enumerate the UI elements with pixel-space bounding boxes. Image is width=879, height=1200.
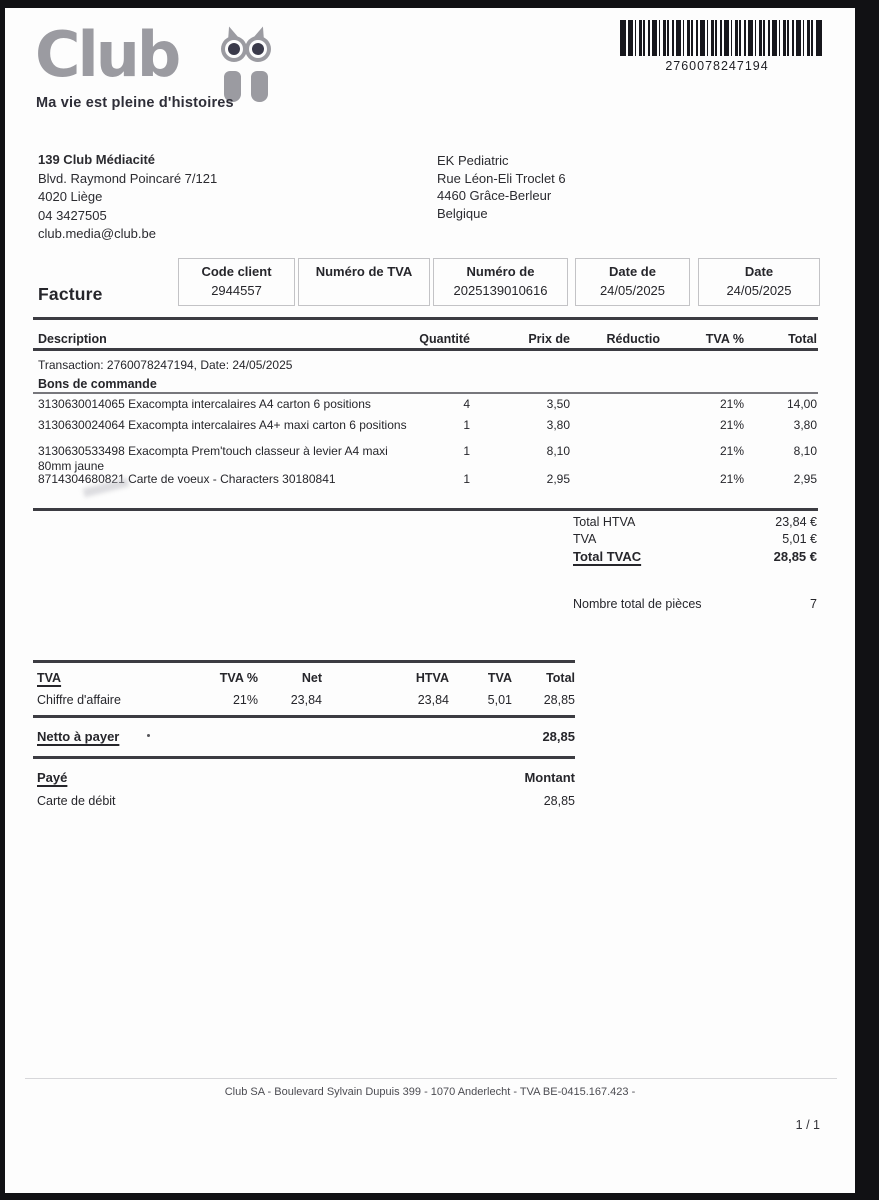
item-description: 3130630024064 Exacompta intercalaires A4+ maxi carton 6 positions <box>38 418 407 432</box>
sender-street: Blvd. Raymond Poincaré 7/121 <box>38 170 218 186</box>
col-total: Total <box>788 332 817 346</box>
invoice-title: Facture <box>38 284 103 304</box>
header-box-numero-tva <box>298 258 430 306</box>
numero-label: Numéro de <box>466 264 535 279</box>
sender-phone: 04 3427505 <box>38 207 107 223</box>
sender-name: 139 Club Médiacité <box>38 152 156 167</box>
numero-tva-label: Numéro de TVA <box>315 264 413 279</box>
item-description: 3130630533498 Exacompta Prem'touch classeur à levier A4 maxi 80mm jaune <box>38 444 388 473</box>
recipient-address <box>437 152 566 222</box>
header-box-date-de <box>575 258 690 306</box>
netto-value: 28,85 <box>542 729 575 744</box>
vat-col-name: TVA <box>37 671 62 685</box>
item-total: 8,10 <box>793 444 817 458</box>
item-price: 3,80 <box>546 418 570 432</box>
barcode-number: 2760078247194 <box>665 59 769 73</box>
pieces-value: 7 <box>810 597 817 611</box>
col-prix: Prix de <box>528 332 570 346</box>
item-qty: 1 <box>463 444 470 458</box>
item-price: 3,50 <box>546 397 570 411</box>
owl-eye-left <box>221 36 247 62</box>
paye-label: Payé <box>37 770 68 785</box>
footer-company-line: Club SA - Boulevard Sylvain Dupuis 399 - 1070 Anderlecht - TVA BE-0415.167.423 - <box>224 1086 636 1098</box>
brand-tagline: Ma vie est pleine d'histoires <box>36 95 234 111</box>
date-de-value: 24/05/2025 <box>599 283 666 298</box>
item-vat: 21% <box>719 444 744 458</box>
item-vat: 21% <box>719 472 744 486</box>
total-tvac-label: Total TVAC <box>573 549 642 564</box>
item-qty: 1 <box>463 472 470 486</box>
recipient-country: Belgique <box>437 205 488 221</box>
item-description: 3130630014065 Exacompta intercalaires A4 carton 6 positions <box>38 397 371 411</box>
vat-table-header <box>5 671 855 687</box>
owl-eye-right <box>245 36 271 62</box>
item-total: 2,95 <box>793 472 817 486</box>
vat-col-net: Net <box>301 671 322 685</box>
vat-row-net: 23,84 <box>290 693 322 707</box>
vat-row-tva: 5,01 <box>487 693 512 707</box>
date-value: 24/05/2025 <box>726 283 792 298</box>
sender-address <box>38 151 217 244</box>
item-vat: 21% <box>719 418 744 432</box>
divider-top <box>33 317 818 320</box>
col-description: Description <box>38 332 107 346</box>
payment-method: Carte de débit <box>37 794 116 808</box>
header-box-date <box>698 258 820 306</box>
invoice-page <box>5 8 855 1193</box>
scan-dot <box>147 734 150 737</box>
col-reduction: Réductio <box>606 332 660 346</box>
item-total: 14,00 <box>786 397 817 411</box>
montant-label: Montant <box>524 770 575 785</box>
payment-value: 28,85 <box>543 794 575 808</box>
col-tva: TVA % <box>705 332 744 346</box>
divider-header <box>33 348 818 351</box>
netto-label: Netto à payer <box>37 729 120 744</box>
item-qty: 4 <box>463 397 470 411</box>
owl-leg-right <box>251 71 268 102</box>
club-logo: Club <box>35 18 179 91</box>
item-vat: 21% <box>719 397 744 411</box>
item-price: 8,10 <box>546 444 570 458</box>
recipient-street: Rue Léon-Eli Troclet 6 <box>437 170 566 186</box>
date-de-label: Date de <box>609 264 656 279</box>
recipient-city: 4460 Grâce-Berleur <box>437 188 552 203</box>
table-row <box>5 397 855 415</box>
date-label: Date <box>744 264 774 279</box>
owl-logo-icon <box>221 26 271 104</box>
tva-label: TVA <box>573 532 597 546</box>
vat-col-pct: TVA % <box>219 671 258 685</box>
page-number: 1 / 1 <box>795 1118 820 1132</box>
total-htva-label: Total HTVA <box>573 515 636 529</box>
item-total: 3,80 <box>793 418 817 432</box>
vat-col-total: Total <box>546 671 575 685</box>
footer-divider <box>25 1078 837 1079</box>
code-client-label: Code client <box>201 264 272 279</box>
item-qty: 1 <box>463 418 470 432</box>
total-tvac-value: 28,85 € <box>773 549 817 564</box>
barcode-icon <box>620 20 822 56</box>
divider-items-bottom <box>33 508 818 511</box>
vat-row-htva: 23,84 <box>417 693 449 707</box>
divider-paye-top <box>33 756 575 759</box>
numero-value: 2025139010616 <box>453 283 548 298</box>
items-table-header <box>5 332 855 348</box>
sender-email: club.media@club.be <box>38 226 156 241</box>
table-row <box>5 472 855 490</box>
divider-netto-top <box>33 715 575 718</box>
table-row <box>5 418 855 436</box>
tva-value: 5,01 € <box>782 532 817 546</box>
item-description: 8714304680821 Carte de voeux - Characters 30180841 <box>38 472 336 486</box>
vat-row-total: 28,85 <box>543 693 575 707</box>
vat-col-tva: TVA <box>487 671 512 685</box>
sender-city: 4020 Liège <box>38 189 103 204</box>
pieces-label: Nombre total de pièces <box>573 597 702 611</box>
vat-col-htva: HTVA <box>415 671 449 685</box>
header-box-numero <box>433 258 568 306</box>
divider-vat-top <box>33 660 575 663</box>
transaction-line: Transaction: 2760078247194, Date: 24/05/2025 <box>38 358 293 372</box>
vat-row-pct: 21% <box>232 693 258 707</box>
total-htva-value: 23,84 € <box>775 515 817 529</box>
header-box-code-client <box>178 258 295 306</box>
code-client-value: 2944557 <box>211 283 262 298</box>
item-price: 2,95 <box>546 472 570 486</box>
vat-row-name: Chiffre d'affaire <box>37 693 121 707</box>
section-title: Bons de commande <box>38 377 157 391</box>
recipient-name: EK Pediatric <box>437 153 509 168</box>
col-quantite: Quantité <box>419 332 470 346</box>
vat-table-row <box>5 693 855 709</box>
divider-section <box>33 392 818 394</box>
